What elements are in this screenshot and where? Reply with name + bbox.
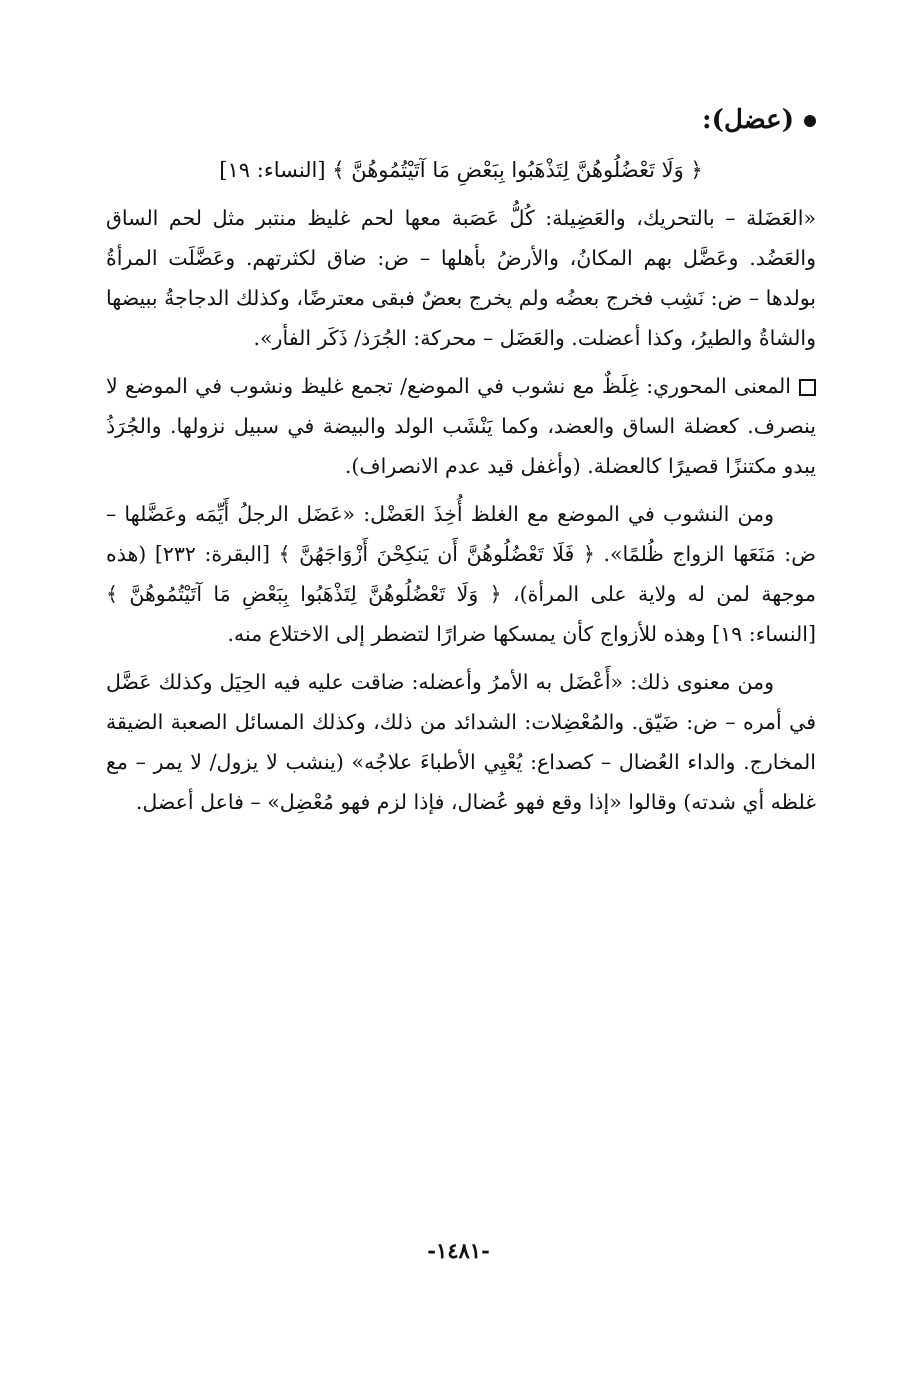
abstract-meaning-paragraph: ومن معنوى ذلك: «أَعْضَل به الأمرُ وأعضله: ضاقت عليه فيه الحِيَل وكذلك عَضَّل في أمره – ض: ضَيّق. والمُعْضِلات: الشدائد من ذلك، وكذلك المسائل الصعبة الضيقة المخارج. والداء العُضال – كصداع: يُعْيِي الأطباءَ علاجُه» (ينشب لا يزول/ لا يمر – مع غلظه أي شدته) وقالوا «إذا وقع فهو عُضال، فإذا لزم فهو مُعْضِل» – فاعل أعضل. xyxy=(106,670,816,814)
bullet-icon xyxy=(804,115,816,127)
usage-paragraph: ومن النشوب في الموضع مع الغلظ أُخِذَ العَضْل: «عَضَل الرجلُ أَيِّمَه وعَضَّلها – ض: مَنَعَها الزواج ظُلمًا». ﴿ فَلَا تَعْضُلُوهُنَّ أَن يَنكِحْنَ أَزْوَاجَهُنَّ ﴾ [البقرة: ٢٣٢] (هذه موجهة لمن له ولاية على المرأة)، ﴿ وَلَا تَعْضُلُوهُنَّ لِتَذْهَبُوا بِبَعْضِ مَا آتَيْتُمُوهُنَّ ﴾ [النساء: ١٩] وهذه للأزواج كأن يمسكها ضرارًا لتضطر إلى الاختلاع منه. xyxy=(106,502,817,646)
entry-content xyxy=(106,96,816,830)
quranic-verse: ﴿ وَلَا تَعْضُلُوهُنَّ لِتَذْهَبُوا بِبَعْضِ مَا آتَيْتُمُوهُنَّ ﴾ [النساء: ١٩] xyxy=(219,158,703,182)
root-heading: (عضل): xyxy=(702,105,794,135)
page-number: -١٤٨١- xyxy=(427,1238,490,1263)
core-meaning-paragraph xyxy=(106,366,816,486)
square-box-icon xyxy=(799,379,816,396)
entry-heading xyxy=(106,96,816,144)
definition-paragraph: «العَضَلة – بالتحريك، والعَضِيلة: كُلُّ عَصَبة معها لحم غليظ منتبر مثل لحم الساق والعَضُد. وعَضَّل بهم المكانُ، والأرضُ بأهلها – ض: ضاق لكثرتهم. وعَضَّلَت المرأةُ بولدها – ض: نَشِب فخرج بعضُه ولم يخرج بعضٌ فبقى معترضًا، وكذلك الدجاجةُ ببيضها والشاةُ والطيرُ، وكذا أعضلت. والعَضَل – محركة: الجُرَذ/ ذَكَر الفأر». xyxy=(106,206,816,350)
core-meaning-text: المعنى المحوري: غِلَظٌ مع نشوب في الموضع/ تجمع غليظ ونشوب في الموضع لا ينصرف. كعضلة الساق والعضد، وكما يَنْشَب الولد والبيضة في سبيل نزولها. والجُرَذُ يبدو مكتنزًا قصيرًا كالعضلة. (وأغفل قيد عدم الانصراف). xyxy=(106,374,816,478)
